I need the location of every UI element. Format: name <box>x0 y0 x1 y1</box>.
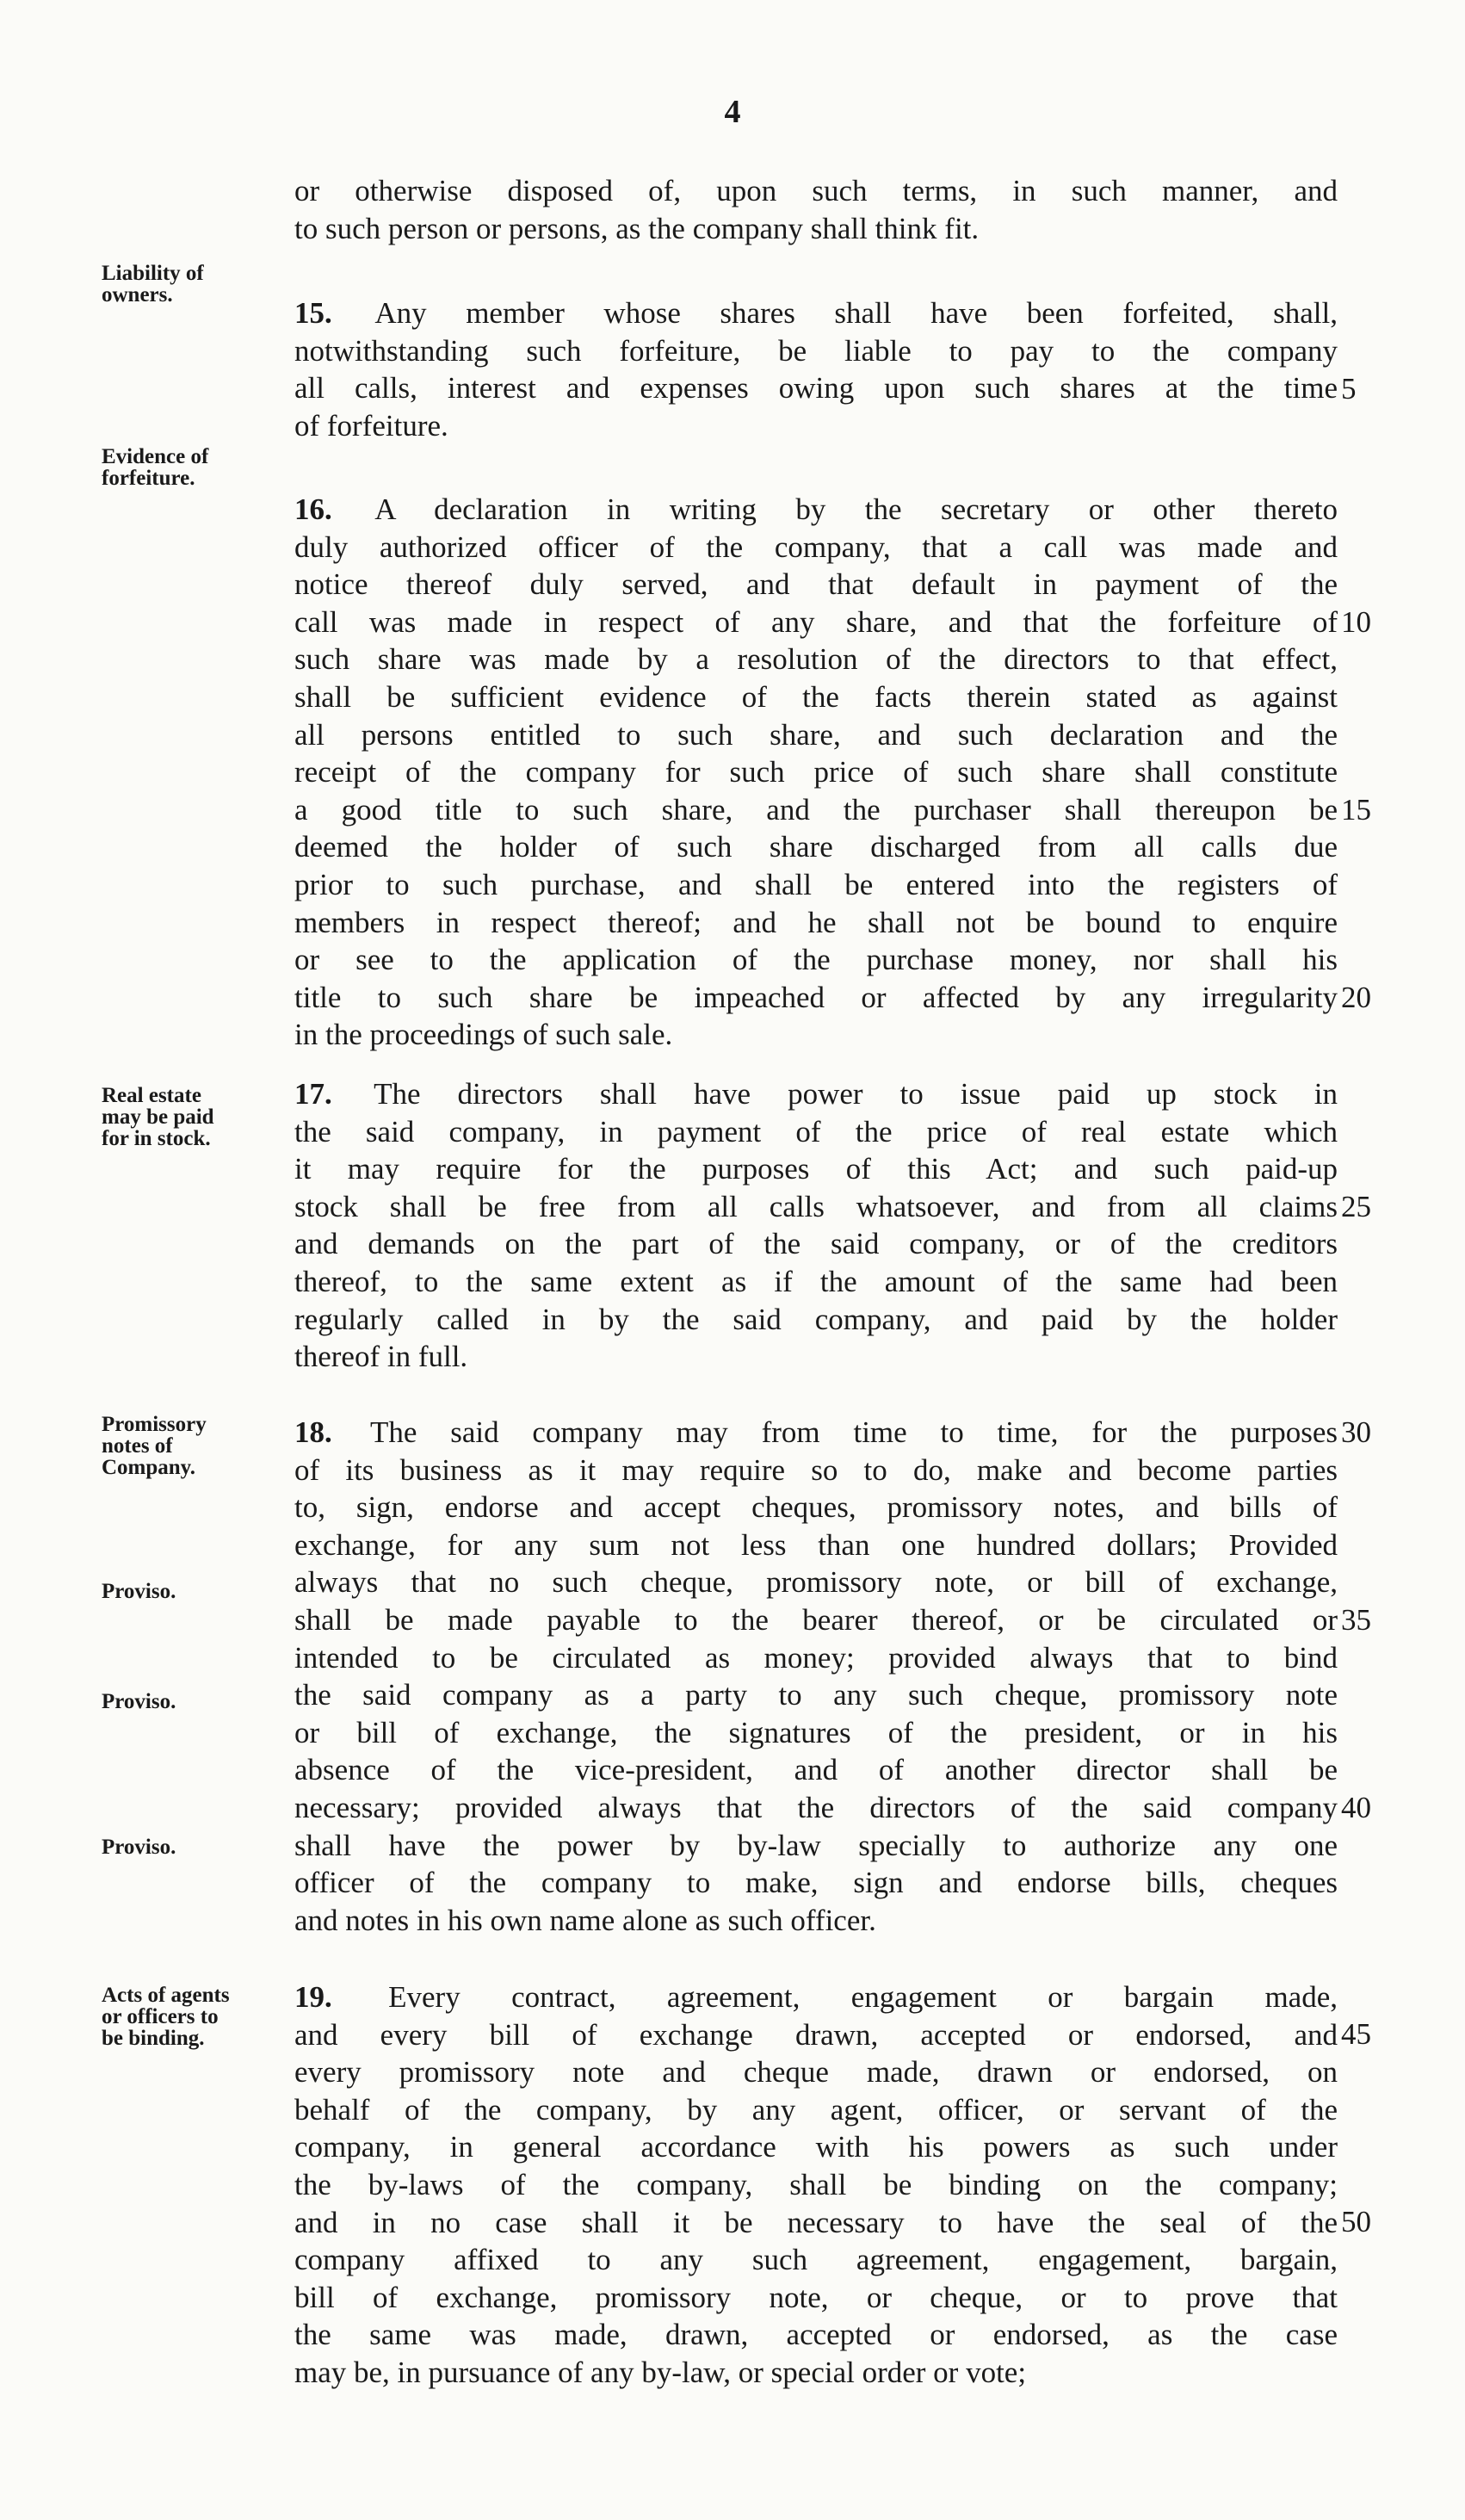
text-line <box>294 1639 1338 1677</box>
line-text: or see to the application of the purchase money, nor shall his <box>294 943 1338 977</box>
line-number: 5 <box>1341 372 1357 406</box>
line-text: bill of exchange, promissory note, or cheque, or to prove that <box>294 2280 1338 2314</box>
line-number: 25 <box>1341 1190 1371 1223</box>
text-line <box>294 1526 1338 1564</box>
line-text: Every contract, agreement, engagement or bargain made, <box>388 1980 1338 2014</box>
text-line <box>294 1338 1338 1376</box>
page-number: 4 <box>724 94 741 130</box>
text-line <box>294 791 1338 829</box>
margin-note-evidence <box>102 446 282 489</box>
line-text: every promissory note and cheque made, drawn or endorsed, on <box>294 2055 1338 2090</box>
line-text: of its business as it may require so to do, make and become parties <box>294 1452 1338 1487</box>
line-text: company, in general accordance with his powers as such under <box>294 2130 1338 2164</box>
text-line <box>294 2053 1338 2091</box>
text-line <box>294 2091 1338 2129</box>
line-text: A declaration in writing by the secretary or other thereto <box>374 492 1338 526</box>
text-line <box>294 1188 1338 1226</box>
section-18 <box>294 1414 1338 1939</box>
line-number: 45 <box>1341 2017 1371 2051</box>
line-text: and every bill of exchange drawn, accepted or endorsed, and <box>294 2017 1338 2052</box>
text-line <box>294 1676 1338 1714</box>
margin-note-proviso <box>102 1691 282 1712</box>
line-text: prior to such purchase, and shall be entered into the registers of <box>294 867 1338 901</box>
margin-note-line: Acts of agents <box>102 1984 230 2007</box>
text-line <box>294 1601 1338 1639</box>
line-text: and demands on the part of the said company, or of the creditors <box>294 1227 1338 1261</box>
text-line <box>294 407 1338 445</box>
text-line <box>294 1225 1338 1263</box>
margin-note-acts-of-agents <box>102 1984 282 2049</box>
text-line <box>294 1751 1338 1789</box>
line-text: company affixed to any such agreement, engagement, bargain, <box>294 2243 1338 2277</box>
line-text: the by-laws of the company, shall be binding on the company; <box>294 2167 1338 2201</box>
section-17 <box>294 1075 1338 1376</box>
margin-note-proviso <box>102 1836 282 1858</box>
text-line <box>294 2354 1338 2392</box>
margin-note-line: Company. <box>102 1456 196 1479</box>
line-text: and notes in his own name alone as such officer. <box>294 1903 876 1937</box>
line-text: to, sign, endorse and accept cheques, promissory notes, and bills of <box>294 1490 1338 1525</box>
text-line <box>294 1452 1338 1489</box>
section-number: 16. <box>294 492 332 526</box>
line-text: or bill of exchange, the signatures of the president, or in his <box>294 1715 1338 1749</box>
line-text: it may require for the purposes of this Act; and such paid-up <box>294 1152 1338 1186</box>
line-number: 35 <box>1341 1603 1371 1637</box>
margin-note-real-estate <box>102 1085 282 1149</box>
text-line <box>294 2016 1338 2054</box>
margin-note-line: forfeiture. <box>102 467 195 490</box>
line-text: shall be made payable to the bearer thereof, or be circulated or <box>294 1602 1338 1637</box>
line-text: or otherwise disposed of, upon such terms, in such manner, and <box>294 174 1338 207</box>
text-line <box>294 1414 1338 1452</box>
line-text: stock shall be free from all calls whatsoever, and from all claims <box>294 1189 1338 1223</box>
margin-note-promissory <box>102 1414 282 1478</box>
line-text: of forfeiture. <box>294 408 448 443</box>
line-text: a good title to such share, and the purchaser shall thereupon be <box>294 792 1338 827</box>
text-line <box>294 1113 1338 1151</box>
text-line <box>294 753 1338 791</box>
text-line <box>294 1301 1338 1339</box>
line-text: title to such share be impeached or affected by any irregularity <box>294 980 1338 1014</box>
text-line <box>294 332 1338 370</box>
line-text: call was made in respect of any share, and that the forfeiture of <box>294 604 1338 639</box>
text-line <box>294 491 1338 529</box>
line-text: all persons entitled to such share, and such declaration and the <box>294 717 1338 752</box>
margin-note-line: Liability of <box>102 262 204 285</box>
text-line <box>294 941 1338 979</box>
text-line <box>294 1789 1338 1827</box>
line-text: regularly called in by the said company, and paid by the holder <box>294 1302 1338 1336</box>
line-text: the said company as a party to any such cheque, promissory note <box>294 1678 1338 1712</box>
margin-note-line: or officers to <box>102 2005 219 2028</box>
text-line <box>294 294 1338 332</box>
line-text: shall be sufficient evidence of the facts therein stated as against <box>294 679 1338 714</box>
text-line <box>294 566 1338 604</box>
text-line <box>294 604 1338 641</box>
text-line <box>294 866 1338 904</box>
section-16 <box>294 491 1338 1054</box>
margin-note-liability <box>102 263 282 306</box>
text-line <box>294 1978 1338 2016</box>
text-line <box>294 678 1338 716</box>
text-line <box>294 904 1338 942</box>
text-line <box>294 716 1338 754</box>
line-text: necessary; provided always that the directors of the said company <box>294 1790 1338 1824</box>
line-text: always that no such cheque, promissory note, or bill of exchange, <box>294 1565 1338 1600</box>
line-number: 15 <box>1341 793 1371 827</box>
line-text: all calls, interest and expenses owing upon such shares at the time <box>294 371 1338 406</box>
text-line <box>294 2166 1338 2204</box>
line-text: the said company, in payment of the price of real estate which <box>294 1114 1338 1149</box>
margin-note-line: may be paid <box>102 1105 214 1129</box>
text-line <box>294 369 1338 407</box>
text-line <box>294 1864 1338 1902</box>
section-number: 19. <box>294 1980 332 2014</box>
text-line <box>294 1714 1338 1752</box>
line-text: thereof in full. <box>294 1340 468 1374</box>
line-text: The directors shall have power to issue paid up stock in <box>374 1077 1338 1111</box>
text-line <box>294 1150 1338 1188</box>
line-text: deemed the holder of such share discharged from all calls due <box>294 830 1338 864</box>
line-text: may be, in pursuance of any by-law, or special order or vote; <box>294 2355 1027 2389</box>
margin-note-proviso <box>102 1581 282 1602</box>
margin-note-line: Promissory <box>102 1413 207 1436</box>
margin-note-line: Proviso. <box>102 1836 176 1859</box>
margin-note-line: Proviso. <box>102 1690 176 1713</box>
line-text: Any member whose shares shall have been forfeited, shall, <box>374 296 1338 330</box>
section-15 <box>294 294 1338 444</box>
text-line <box>294 2316 1338 2354</box>
line-number: 10 <box>1341 605 1371 639</box>
line-text: to such person or persons, as the company shall think fit. <box>294 211 980 245</box>
margin-note-line: Evidence of <box>102 445 209 468</box>
margin-note-line: be binding. <box>102 2027 205 2050</box>
text-line <box>294 1563 1338 1601</box>
line-text: notice thereof duly served, and that default in payment of the <box>294 567 1338 602</box>
line-text: officer of the company to make, sign and endorse bills, cheques <box>294 1866 1338 1900</box>
section-19 <box>294 1978 1338 2392</box>
text-line <box>294 210 1338 248</box>
text-line <box>294 529 1338 567</box>
text-line <box>294 828 1338 866</box>
line-text: the same was made, drawn, accepted or endorsed, as the case <box>294 2318 1338 2352</box>
text-line <box>294 172 1338 210</box>
line-text: and in no case shall it be necessary to have the seal of the <box>294 2205 1338 2239</box>
margin-note-line: notes of <box>102 1434 173 1458</box>
margin-note-line: owners. <box>102 283 173 306</box>
section-number: 18. <box>294 1415 332 1449</box>
line-number: 50 <box>1341 2205 1371 2238</box>
line-text: thereof, to the same extent as if the amount of the same had been <box>294 1264 1338 1298</box>
line-text: behalf of the company, by any agent, officer, or servant of the <box>294 2092 1338 2127</box>
section-number: 15. <box>294 296 332 330</box>
line-number: 30 <box>1341 1415 1371 1449</box>
line-text: members in respect thereof; and he shall not be bound to enquire <box>294 905 1338 939</box>
line-text: duly authorized officer of the company, that a call was made and <box>294 529 1338 564</box>
text-line <box>294 641 1338 678</box>
line-text: exchange, for any sum not less than one hundred dollars; Provided <box>294 1527 1338 1562</box>
line-number: 20 <box>1341 981 1371 1014</box>
line-text: absence of the vice-president, and of another director shall be <box>294 1753 1338 1787</box>
margin-note-line: for in stock. <box>102 1127 211 1150</box>
margin-note-line: Real estate <box>102 1084 201 1107</box>
text-line <box>294 1827 1338 1865</box>
line-text: such share was made by a resolution of the directors to that effect, <box>294 642 1338 677</box>
paragraph-continuation <box>294 172 1338 247</box>
section-number: 17. <box>294 1077 332 1111</box>
line-text: in the proceedings of such sale. <box>294 1018 673 1052</box>
text-line <box>294 1016 1338 1054</box>
text-line <box>294 1489 1338 1526</box>
text-line <box>294 1075 1338 1113</box>
line-text: receipt of the company for such price of such share shall constitute <box>294 755 1338 789</box>
text-line <box>294 1902 1338 1940</box>
text-line <box>294 2241 1338 2279</box>
line-number: 40 <box>1341 1791 1371 1824</box>
line-text: notwithstanding such forfeiture, be liable to pay to the company <box>294 333 1338 368</box>
text-line <box>294 1263 1338 1301</box>
margin-note-line: Proviso. <box>102 1580 176 1603</box>
line-text: The said company may from time to time, for the purposes <box>369 1415 1338 1449</box>
text-line <box>294 2128 1338 2166</box>
text-line <box>294 2279 1338 2317</box>
text-line <box>294 2204 1338 2242</box>
line-text: shall have the power by by-law specially to authorize any one <box>294 1828 1338 1862</box>
text-line <box>294 979 1338 1017</box>
line-text: intended to be circulated as money; provided always that to bind <box>294 1640 1338 1675</box>
